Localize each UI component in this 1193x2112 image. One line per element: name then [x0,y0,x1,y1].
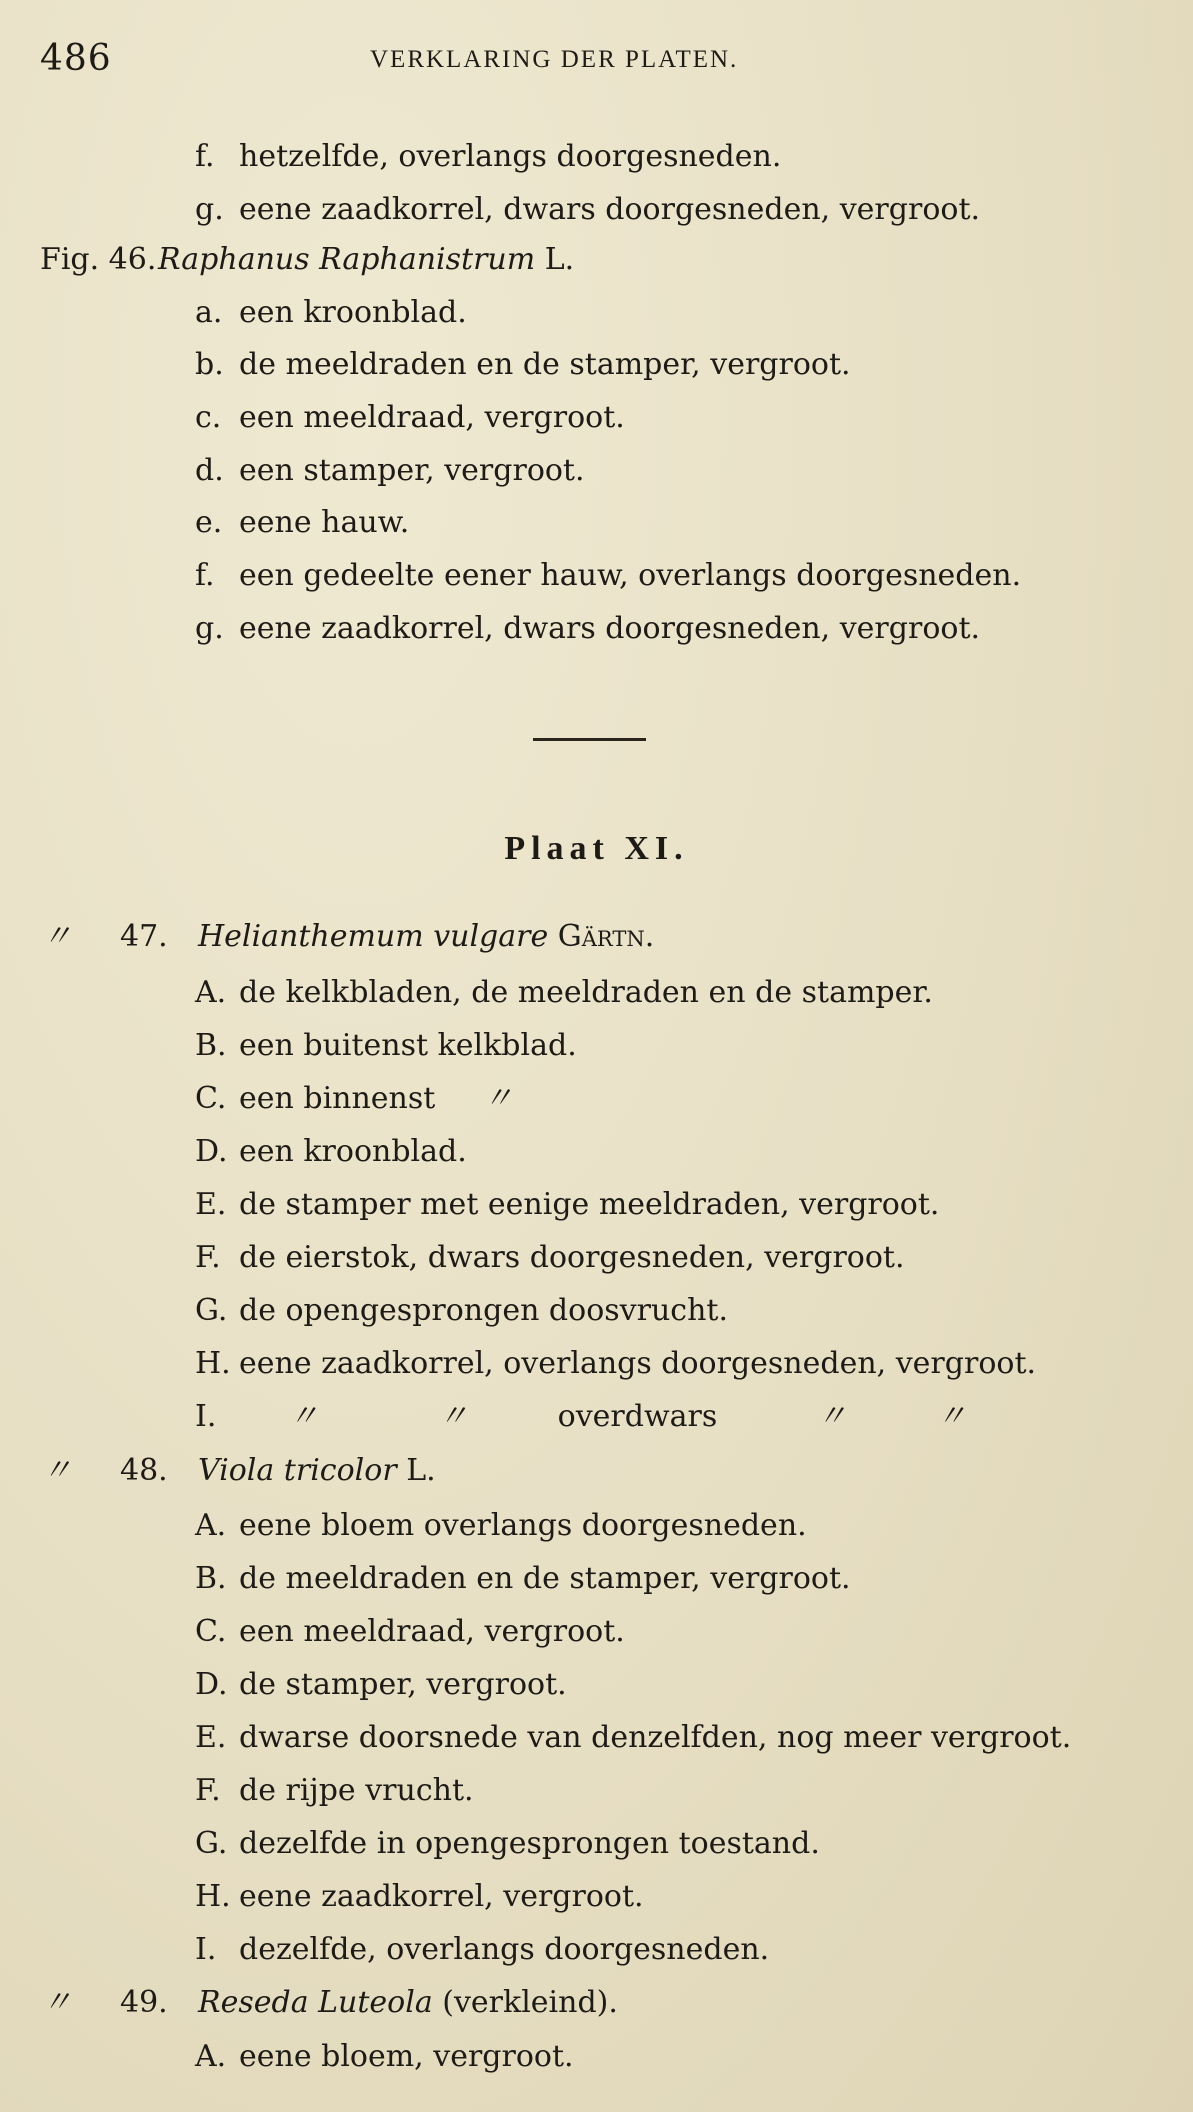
list-item: g. eene zaadkorrel, dwars doorgesneden, vergroot. [195,192,981,227]
list-item: F. de rijpe vrucht. [195,1773,474,1808]
taxon-name: Reseda Luteola [198,1985,433,2020]
figure-heading-48: 〃 48. Viola tricolor L. [42,1453,436,1488]
list-item: B. de meeldraden en de stamper, vergroot. [195,1561,851,1596]
list-item: G. de opengesprongen doosvrucht. [195,1293,728,1328]
list-item: d. een stamper, vergroot. [195,453,585,488]
taxon-author: L. [406,1453,436,1488]
list-item: C. een binnenst 〃 [195,1081,514,1116]
list-item: G. dezelfde in opengesprongen toestand. [195,1826,820,1861]
list-item: I. 〃 〃 overdwars 〃 〃 [195,1399,967,1434]
page-number: 486 [40,38,112,79]
figure-heading-47: 〃 47. Helianthemum vulgare Gärtn. [42,919,655,954]
figure-heading-49: 〃 49. Reseda Luteola (verkleind). [42,1985,618,2020]
page-header [40,38,1150,88]
list-item: F. de eierstok, dwars doorgesneden, vergroot. [195,1240,905,1275]
taxon-name: Raphanus Raphanistrum [158,242,536,277]
figure-heading-46: Fig. 46.Raphanus Raphanistrum L. [40,242,575,277]
list-item: A. eene bloem overlangs doorgesneden. [195,1508,807,1543]
list-item: C. een meeldraad, vergroot. [195,1614,625,1649]
taxon-name: Helianthemum vulgare [198,919,549,954]
list-item: B. een buitenst kelkblad. [195,1028,577,1063]
list-item: e. eene hauw. [195,505,410,540]
list-item: E. de stamper met eenige meeldraden, vergroot. [195,1187,940,1222]
list-item: b. de meeldraden en de stamper, vergroot. [195,347,851,382]
list-item: c. een meeldraad, vergroot. [195,400,625,435]
list-item: H. eene zaadkorrel, overlangs doorgesneden, vergroot. [195,1346,1037,1381]
taxon-name: Viola tricolor [198,1453,397,1488]
list-item: D. de stamper, vergroot. [195,1667,567,1702]
taxon-note: (verkleind). [442,1985,618,2020]
list-item: a. een kroonblad. [195,295,467,330]
taxon-author: Gärtn. [557,919,655,954]
list-item: I. dezelfde, overlangs doorgesneden. [195,1932,770,1967]
list-item: H. eene zaadkorrel, vergroot. [195,1879,644,1914]
taxon-author: L. [544,242,575,277]
list-item: E. dwarse doorsnede van denzelfden, nog meer vergroot. [195,1720,1072,1755]
list-item: f. een gedeelte eener hauw, overlangs doorgesneden. [195,558,1022,593]
section-divider [533,738,646,741]
list-item: A. eene bloem, vergroot. [195,2039,574,2074]
plate-title: Plaat XI. [504,830,689,867]
list-item: A. de kelkbladen, de meeldraden en de stamper. [195,975,933,1010]
list-item: g. eene zaadkorrel, dwars doorgesneden, vergroot. [195,611,981,646]
list-item: D. een kroonblad. [195,1134,467,1169]
list-item: f. hetzelfde, overlangs doorgesneden. [195,139,782,174]
running-title: VERKLARING DER PLATEN. [370,46,739,73]
